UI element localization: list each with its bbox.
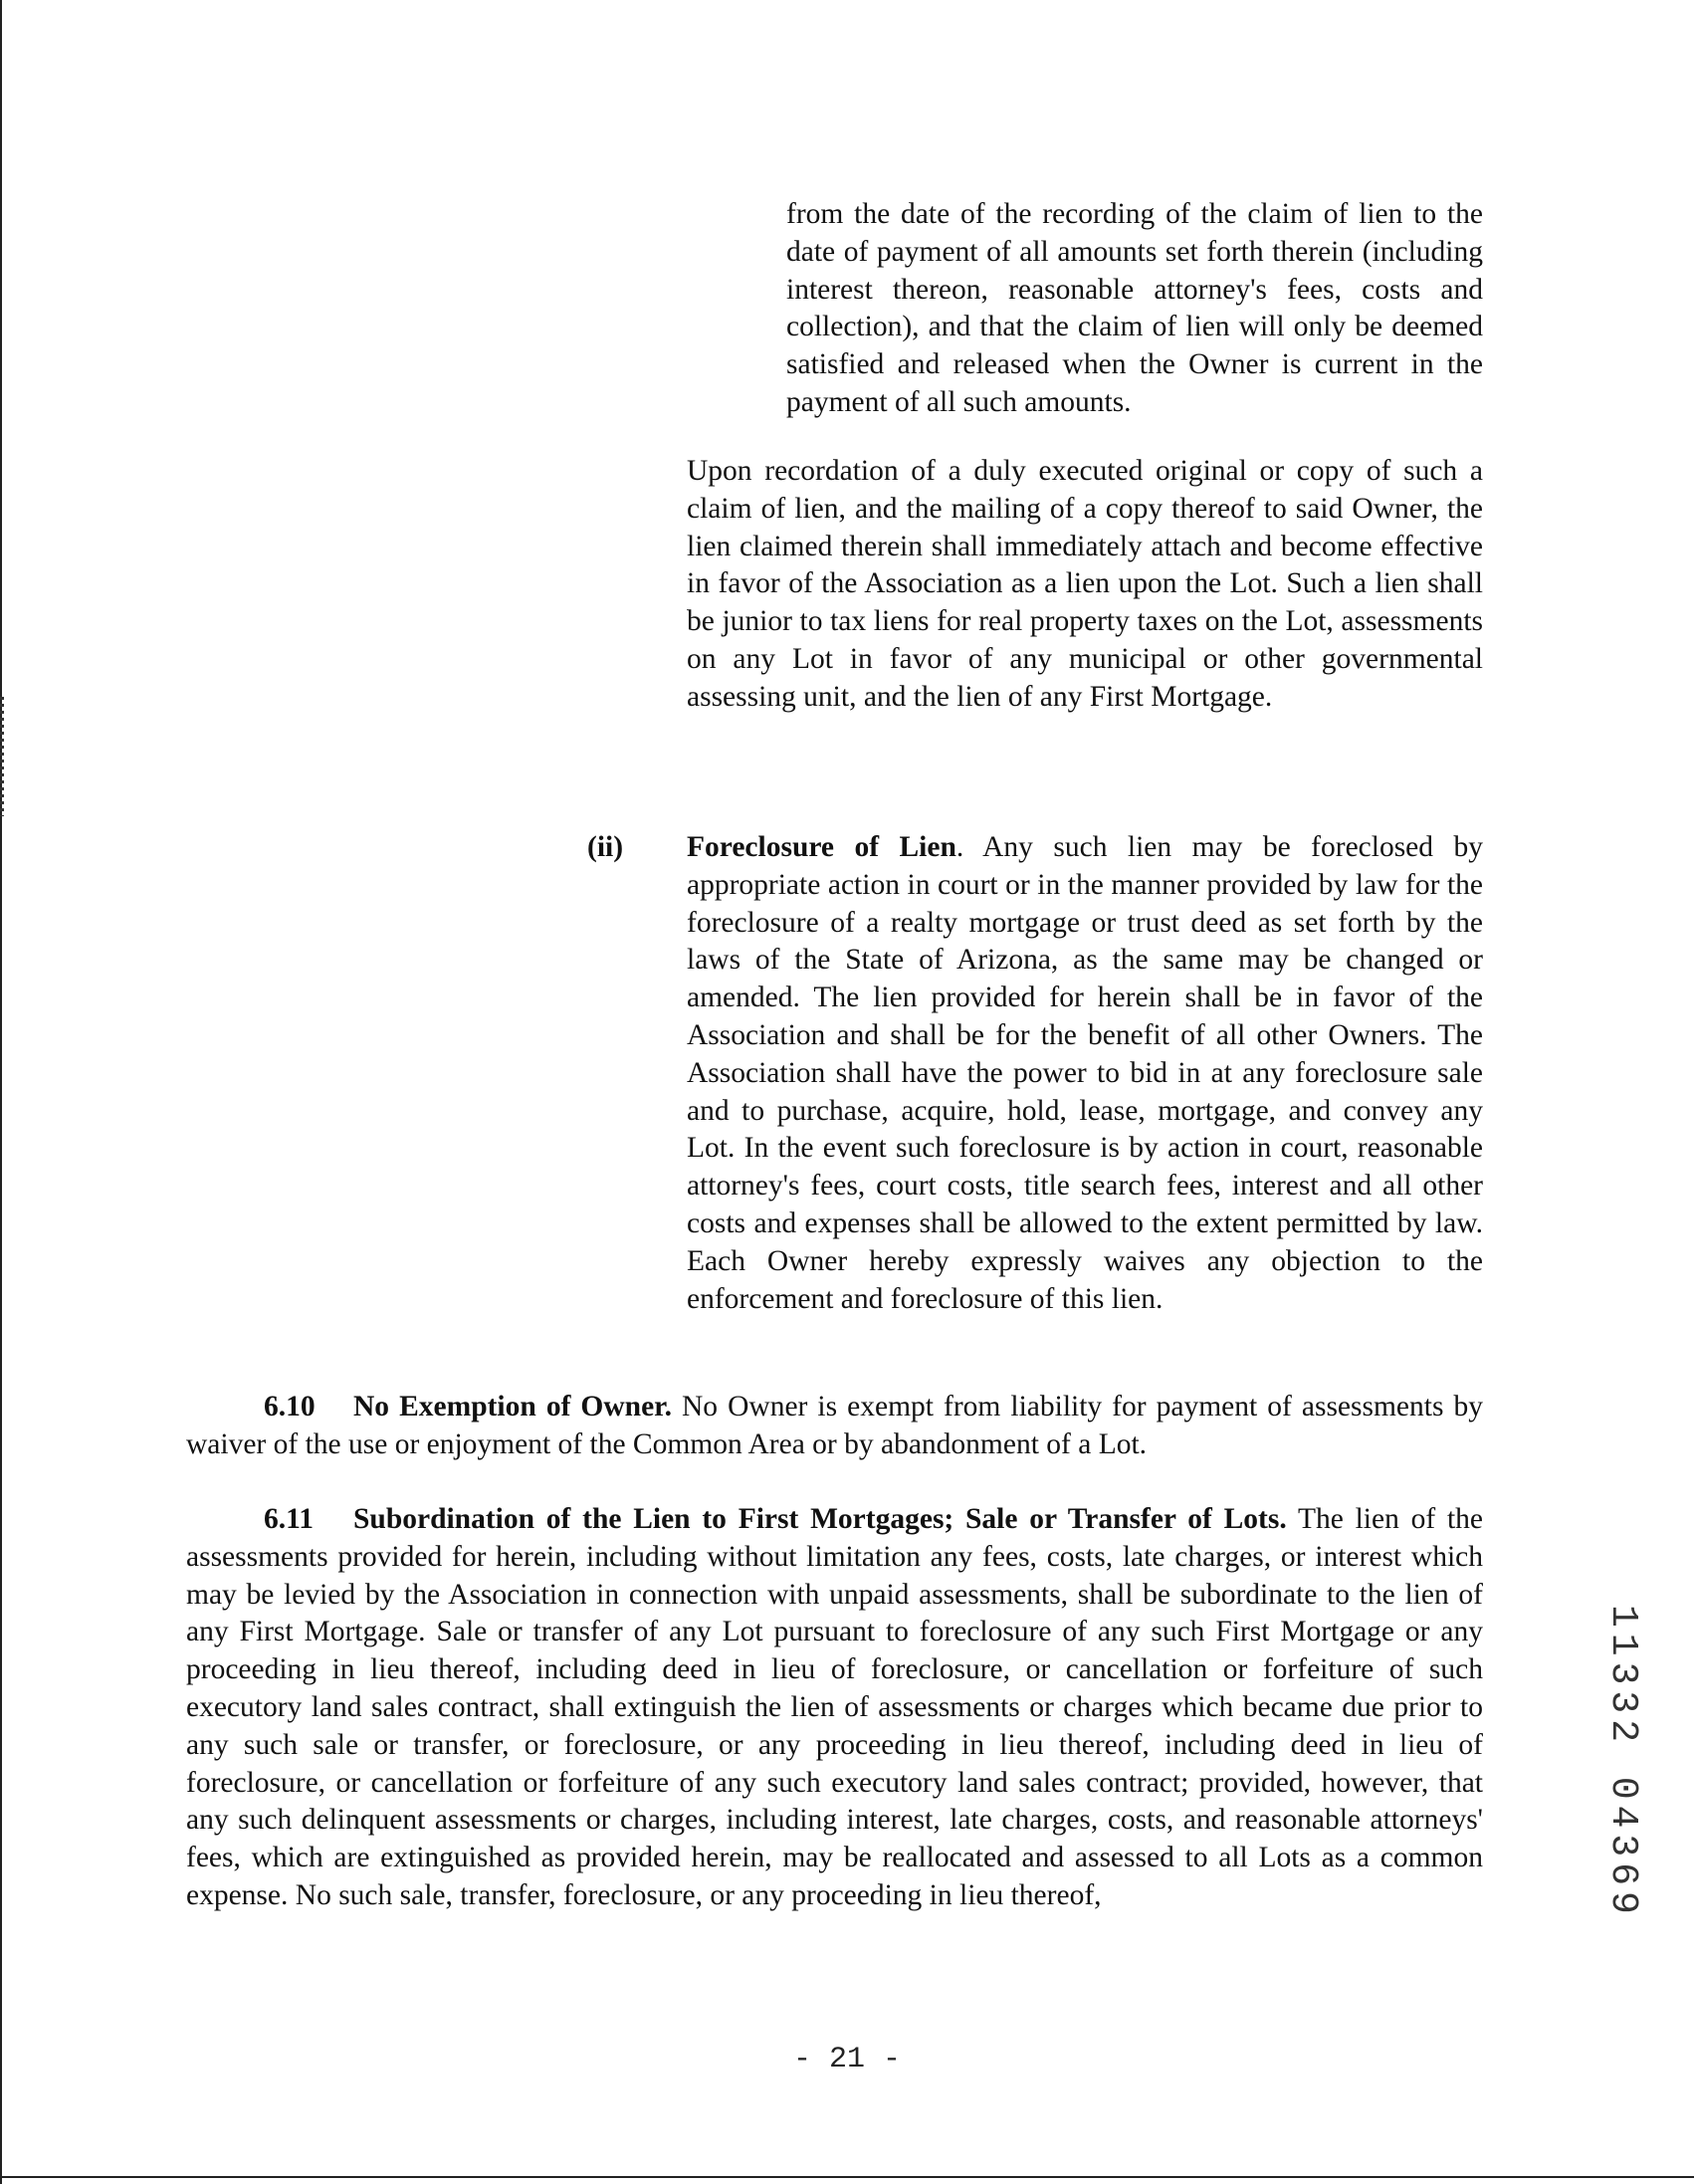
section-6-11 xyxy=(186,1501,1483,1915)
continuation-paragraph: from the date of the recording of the claim of lien to the date of payment of all amounts set forth therein (including interest thereon, reasonable attorney's fees, costs and collection), and that the claim of lien will only be deemed satisfied and released when the Owner is current in the payment of all such amounts. xyxy=(786,198,1483,418)
section-6-11-title: Subordination of the Lien to First Mortgages; Sale or Transfer of Lots. xyxy=(353,1503,1287,1535)
section-6-11-text: The lien of the assessments provided for herein, including without limitation any fees, costs, late charges, or interest which may be levied by the Association in connection with unpaid assessments, shall be subordinate to the lien of any First Mortgage. Sale or transfer of any Lot pursuant to foreclosure of any such First Mortgage or any proceeding in lieu thereof, including deed in lieu of foreclosure, or cancellation or forfeiture of such executory land sales contract, shall extinguish the lien of assessments or charges which became due prior to any such sale or transfer, or foreclosure, or any proceeding in lieu thereof, including deed in lieu of foreclosure, or cancellation or forfeiture of any such executory land sales contract; provided, however, that any such delinquent assessments or charges, including interest, late charges, costs, and reasonable attorneys' fees, which are extinguished as provided herein, may be reallocated and assessed to all Lots as a common expense. No such sale, transfer, foreclosure, or any proceeding in lieu thereof, xyxy=(186,1503,1483,1911)
section-6-10-text: No Owner is exempt from liability for payment of assessments by waiver of the use or enjoyment of the Common Area or by abandonment of a Lot. xyxy=(186,1391,1483,1460)
page-left-border xyxy=(0,0,2,2184)
item-ii-body xyxy=(687,829,1483,1318)
page-bottom-border xyxy=(0,2176,1694,2178)
section-6-10 xyxy=(186,1389,1483,1464)
upon-recordation-paragraph: Upon recordation of a duly executed original or copy of such a claim of lien, and the mailing of a copy thereof to said Owner, the lien claimed therein shall immediately attach and become effective in favor of the Association as a lien upon the Lot. Such a lien shall be junior to tax liens for real property taxes on the Lot, assessments on any Lot in favor of any municipal or other governmental assessing unit, and the lien of any First Mortgage. xyxy=(687,455,1483,713)
item-ii-title: Foreclosure of Lien xyxy=(687,831,956,863)
page-number: - 21 - xyxy=(792,2043,902,2076)
item-ii-label: (ii) xyxy=(587,831,624,863)
section-6-10-title: No Exemption of Owner. xyxy=(353,1391,672,1422)
item-ii-text: . Any such lien may be foreclosed by appropriate action in court or in the manner provided by law for the foreclosure of a realty mortgage or trust deed as set forth by the laws of the State of Arizona, as the same may be changed or amended. The lien provided for herein shall be in favor of the Association and shall be for the benefit of all other Owners. The Association shall have the power to bid in at any foreclosure sale and to purchase, acquire, hold, lease, mortgage, and convey any Lot. In the event such foreclosure is by action in court, reasonable attorney's fees, court costs, title search fees, interest and all other costs and expenses shall be allowed to the extent permitted by law. Each Owner hereby expressly waives any objection to the enforcement and foreclosure of this lien. xyxy=(687,831,1483,1315)
section-6-10-number: 6.10 xyxy=(264,1391,316,1422)
section-6-11-number: 6.11 xyxy=(264,1503,314,1535)
recording-number-stamp: 11332 04369 xyxy=(1601,1605,1644,1920)
scan-edge-marks xyxy=(0,697,4,816)
